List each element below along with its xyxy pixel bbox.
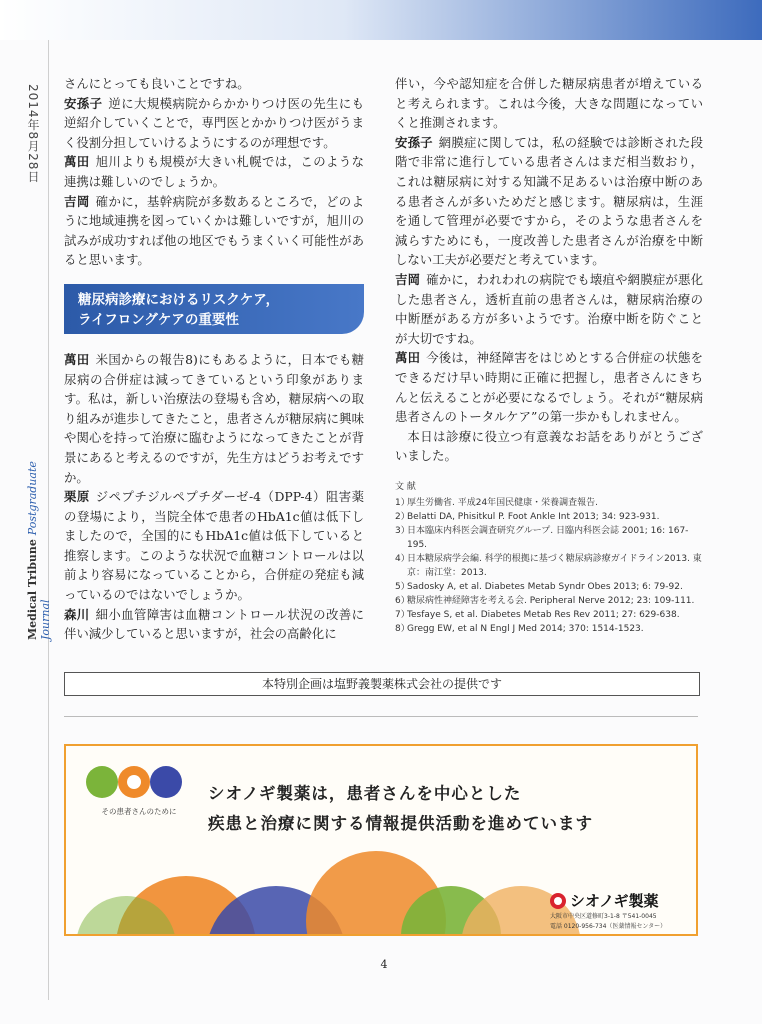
speaker-name: 萬田 [64, 154, 90, 170]
reference-item [395, 622, 703, 636]
sponsor-note: 本特別企画は塩野義製薬株式会社の提供です [64, 672, 700, 696]
references-title: 文 献 [395, 481, 416, 492]
reference-number: 1） [395, 497, 410, 508]
reference-text: Sadosky A, et al. Diabetes Metab Syndr Obes 2013; 6: 79-92. [407, 581, 683, 592]
reference-text: 日本糖尿病学会編. 科学的根拠に基づく糖尿病診療ガイドライン2013. 東京：南江堂：2013. [407, 553, 702, 578]
paragraph: 伴い，今や認知症を合併した糖尿病患者が増えていると考えられます。これは今後，大きな問題になっていくと推測されます。 [395, 76, 703, 131]
paragraph [64, 487, 364, 605]
speech-text: ジペプチジルペプチダーゼ-4（DPP-4）阻害薬の登場により，当院全体で患者のHbA1c値は低下しましたので，全国的にもHbA1c値は低下していると推察します。このような状況で血糖コントロールは以前より容易になっていることから，合併症の発症も減っているのではないでしょうか。 [64, 489, 364, 603]
divider [64, 716, 698, 717]
reference-number: 4） [395, 553, 410, 564]
speaker-name: 安孫子 [395, 134, 433, 150]
ad-headline-line2: 疾患と治療に関する情報提供活動を進めています [208, 814, 593, 833]
paragraph [64, 152, 364, 191]
top-color-bar [0, 0, 762, 40]
right-column [395, 74, 703, 636]
section-heading-line2: ライフロングケアの重要性 [78, 311, 239, 328]
reference-number: 6） [395, 595, 410, 606]
paragraph [64, 605, 364, 644]
company-logo-block [550, 890, 698, 931]
speaker-name: 萬田 [395, 350, 421, 366]
reference-number: 8） [395, 623, 410, 634]
speaker-name: 吉岡 [64, 193, 90, 209]
reference-text: Belatti DA, Phisitkul P. Foot Ankle Int 2013; 34: 923-931. [407, 511, 660, 522]
reference-text: Gregg EW, et al N Engl J Med 2014; 370: 1514-1523. [407, 623, 644, 634]
reference-item [395, 510, 703, 524]
reference-item [395, 580, 703, 594]
issue-date: 2014年8月28日 [26, 84, 40, 184]
section-heading-line1: 糖尿病診療におけるリスクケア， [78, 291, 280, 308]
paragraph [395, 133, 703, 270]
reference-number: 5） [395, 581, 410, 592]
paragraph [64, 94, 364, 153]
paragraph [64, 350, 364, 487]
speaker-name: 安孫子 [64, 95, 103, 111]
paragraph: さんにとっても良いことですね。 [64, 76, 250, 91]
company-address: 大阪市中央区道修町3-1-8 〒541-0045 [550, 913, 657, 920]
reference-item [395, 608, 703, 622]
margin-rule [48, 40, 49, 1000]
advertisement [64, 744, 698, 936]
reference-number: 7） [395, 609, 410, 620]
ad-headline-line1: シオノギ製薬は，患者さんを中心とした [208, 784, 522, 803]
three-circle-logo-icon [84, 762, 184, 802]
speech-text: 細小血管障害は血糖コントロール状況の改善に伴い減少していると思いますが，社会の高齢化に [64, 606, 364, 642]
company-mark-icon [550, 893, 566, 909]
reference-number: 2） [395, 511, 410, 522]
reference-text: Tesfaye S, et al. Diabetes Metab Res Rev 2011; 27: 629-638. [407, 609, 680, 620]
references [395, 480, 703, 636]
journal-brand: Medical Tribune [26, 535, 39, 640]
reference-text: 厚生労働省. 平成24年国民健康・栄養調査報告. [407, 497, 599, 508]
speech-text: 確かに，われわれの病院でも壊疽や網膜症が悪化した患者さん，透析直前の患者さんは，糖尿病治療の中断歴がある方が多いようです。治療中断を防ぐことが大切ですね。 [395, 271, 704, 346]
reference-item [395, 594, 703, 608]
paragraph [395, 270, 703, 348]
company-name: シオノギ製薬 [550, 890, 698, 911]
reference-number: 3） [395, 525, 410, 536]
reference-item [395, 524, 703, 552]
speaker-name: 吉岡 [395, 271, 421, 287]
speech-text: 逆に大規模病院からかかりつけ医の先生にも逆紹介していくことで，専門医とかかりつけ医がうまく役割分担していけるようにするのが理想です。 [64, 95, 365, 150]
speech-text: 確かに，基幹病院が多数あるところで，どのように地域連携を図っていくかは難しいですが，旭川の試みが成功すれば他の地区でもうまくいく可能性があると思います。 [64, 193, 364, 268]
page-number: 4 [380, 958, 388, 971]
paragraph [395, 348, 703, 426]
reference-item [395, 496, 703, 510]
speaker-name: 森川 [64, 606, 90, 622]
journal-title [26, 420, 52, 640]
left-column [64, 74, 364, 644]
closing-paragraph: 本日は診療に役立つ有意義なお話をありがとうございました。 [395, 428, 703, 464]
section-heading [64, 284, 364, 334]
logo-caption: その患者さんのために [101, 807, 177, 816]
reference-list [395, 496, 703, 636]
speech-text: 米国からの報告8)にもあるように，日本でも糖尿病の合併症は減ってきているという印象があります。私は，新しい治療法の登場も含め，糖尿病への取り組みが進歩してきたこと，患者さんが糖尿病に興味や関心を持って治療に臨むようになってきたことが背景にあると考えるのですが，先生方はどうお考えですか。 [64, 351, 365, 485]
paragraph [64, 192, 364, 270]
speech-text: 旭川よりも規模が大きい札幌では，このような連携は難しいのでしょうか。 [64, 154, 365, 189]
speech-text: 網膜症に関しては，私の経験では診断された段階で非常に進行している患者さんはまだ相当数おり，これは糖尿病に対する知識不足あるいは治療中断のある患者さんが多いためだと感じます。糖尿病は，生涯を通して管理が必要ですから，そのような患者さんを減らすためにも，一度改善した患者さんが治療を中断しない工夫が必要だと考えています。 [395, 134, 704, 268]
reference-text: 日本臨床内科医会調査研究グループ. 日臨内科医会誌 2001; 16: 167-195. [407, 525, 689, 550]
reference-text: 糖尿病性神経障害を考える会. Peripheral Nerve 2012; 23: 109-111. [407, 595, 695, 606]
company-phone: 電話 0120-956-734（医薬情報センター） [550, 923, 667, 930]
reference-item [395, 552, 703, 580]
speaker-name: 栗原 [64, 489, 90, 505]
speech-text: 今後は，神経障害をはじめとする合併症の状態をできるだけ早い時期に正確に把握し，患者さんにきちんと伝えることが必要になるでしょう。それが“糖尿病患者さんのトータルケア”の第一歩かもしれません。 [395, 350, 704, 425]
speaker-name: 萬田 [64, 351, 90, 367]
journal-subtitle: Postgraduate Journal [26, 461, 52, 640]
